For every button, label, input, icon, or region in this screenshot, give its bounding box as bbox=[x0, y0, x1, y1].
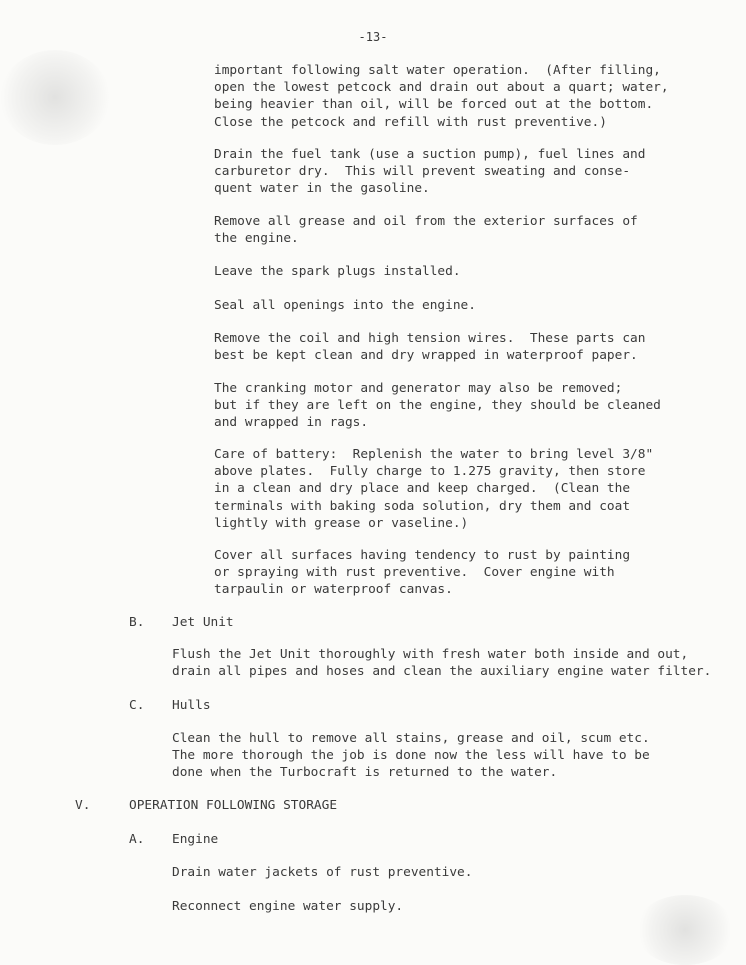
page-number: -13- bbox=[358, 30, 388, 44]
section-v-numeral: V. bbox=[75, 798, 91, 813]
section-c-title: Hulls bbox=[172, 698, 211, 713]
paragraph: The cranking motor and generator may also be removed; but if they are left on the engine, they should be cleaned and wrapped in rags. bbox=[214, 381, 661, 431]
section-b-title: Jet Unit bbox=[172, 615, 234, 630]
paper-speckle bbox=[635, 895, 735, 965]
step-line: Drain water jackets of rust preventive. bbox=[172, 865, 473, 880]
paragraph: Care of battery: Replenish the water to bring level 3/8" above plates. Fully charge to 1.275 gravity, then store in a clean and dry place and keep charged. (Clean the terminals with baking soda solution, dry them and coat lightly with grease or vaseline.) bbox=[214, 447, 654, 531]
paragraph: important following salt water operation. (After filling, open the lowest petcock and drain out about a quart; water, being heavier than oil, will be forced out at the bottom. Close the petcock and refill with rust preventive.) bbox=[214, 63, 669, 130]
step-line: Reconnect engine water supply. bbox=[172, 899, 404, 914]
section-c-letter: C. bbox=[129, 698, 145, 713]
paragraph: Drain the fuel tank (use a suction pump), fuel lines and carburetor dry. This will prevent sweating and conse- quent water in the gasoline. bbox=[214, 147, 646, 197]
paragraph: Leave the spark plugs installed. bbox=[214, 264, 461, 279]
section-c-body: Clean the hull to remove all stains, grease and oil, scum etc. The more thorough the job is done now the less will have to be done when the Turbocraft is returned to the water. bbox=[172, 731, 650, 781]
subsection-a-title: Engine bbox=[172, 832, 219, 847]
section-b-letter: B. bbox=[129, 615, 145, 630]
section-b-body: Flush the Jet Unit thoroughly with fresh water both inside and out, drain all pipes and hoses and clean the auxiliary engine water filter. bbox=[172, 647, 712, 680]
paper-speckle bbox=[0, 50, 110, 145]
paragraph: Seal all openings into the engine. bbox=[214, 298, 476, 313]
subsection-a-letter: A. bbox=[129, 832, 145, 847]
paragraph: Remove the coil and high tension wires. These parts can best be kept clean and dry wrapped in waterproof paper. bbox=[214, 331, 646, 364]
section-v-title: OPERATION FOLLOWING STORAGE bbox=[129, 798, 338, 813]
paragraph: Remove all grease and oil from the exterior surfaces of the engine. bbox=[214, 214, 638, 247]
paragraph: Cover all surfaces having tendency to rust by painting or spraying with rust preventive. Cover engine with tarpaulin or waterproof canvas. bbox=[214, 548, 631, 598]
